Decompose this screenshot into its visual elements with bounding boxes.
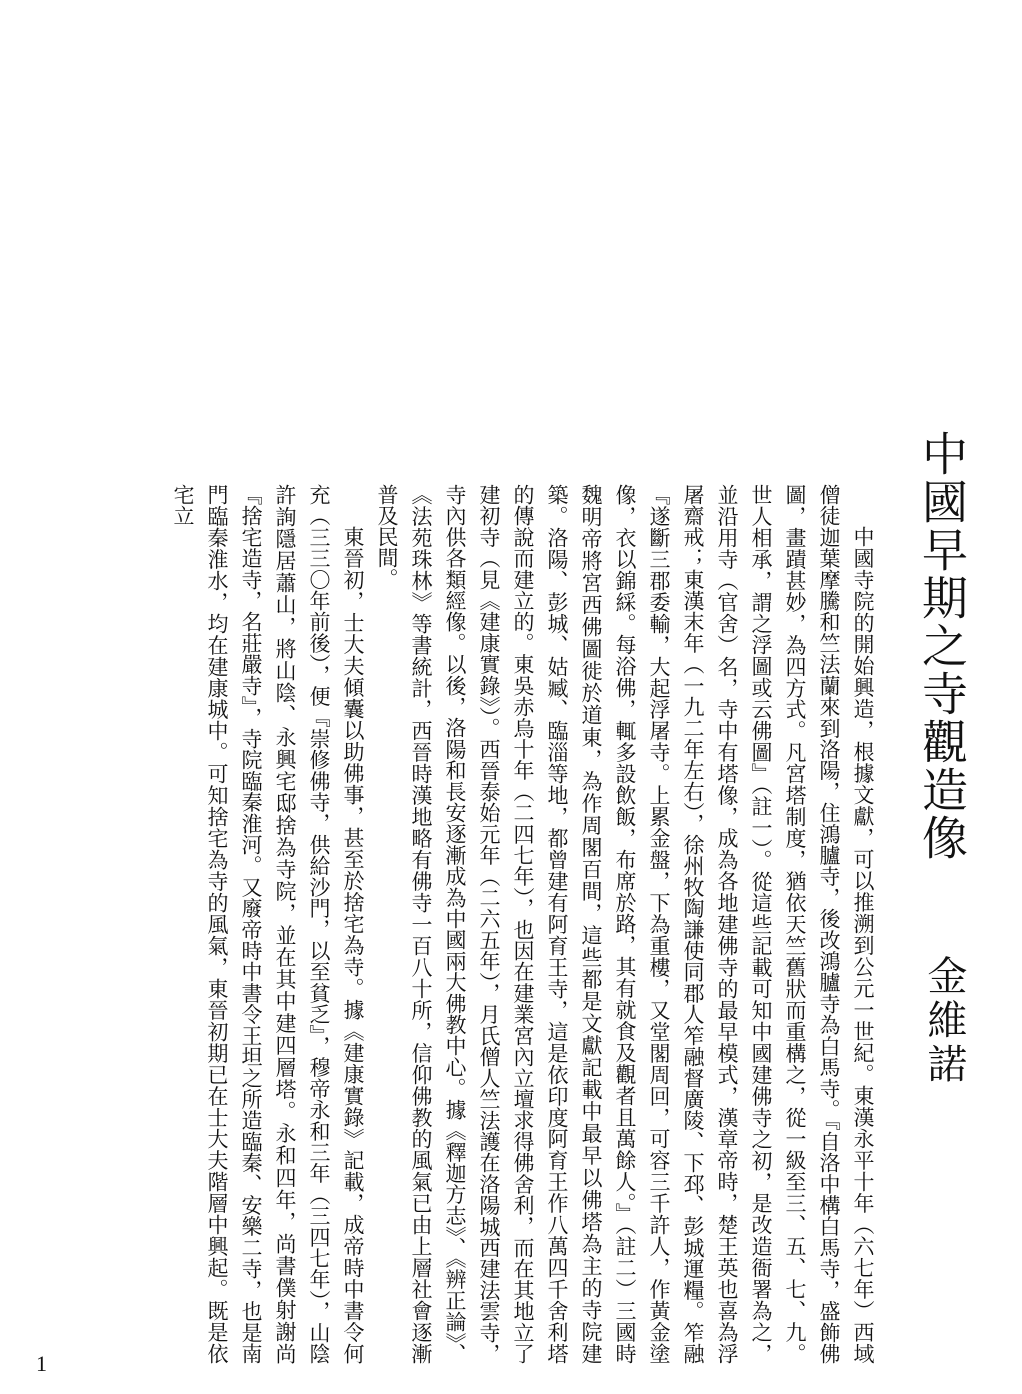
body-paragraph: 中國寺院的開始興造，根據文獻，可以推溯到公元一世紀。東漢永平十年（六七年）西域僧徒迦葉摩騰和竺法蘭來到洛陽，住鴻臚寺，後改鴻臚寺為白馬寺。『自洛中構白馬寺，盛飾佛圖，畫蹟甚妙，為四方式。凡宮塔制度，猶依天竺舊狀而重構之，從一級至三、五、七、九。世人相承，謂之浮圖或云佛圖』（註一）。從這些記載可知中國建佛寺之初，是改造衙署為之，並沿用寺（官舍）名，寺中有塔像，成為各地建佛寺的最早模式，漢章帝時，楚王英也喜為浮屠齋戒；東漢末年（一九二年左右），徐州牧陶謙使同郡人笮融督廣陵、下邳、彭城運糧。笮融『遂斷三郡委輸，大起浮屠寺。上累金盤，下為重樓，又堂閣周回，可容三千許人，作黃金塗像，衣以錦綵。每浴佛，輒多設飲飯，布席於路，其有就食及觀者且萬餘人。』（註二）三國時魏明帝將宮西佛圖徙於道東，為作周閣百間，這些都是文獻記載中最早以佛塔為主的寺院建築。洛陽、彭城、姑臧、臨淄等地，都曾建有阿育王寺，這是依印度阿育王作八萬四千舍利塔的傳說而建立的。東吳赤烏十年（二四七年），也因在建業宮內立壇求得佛舍利，而在其地立了建初寺（見《建康實錄》）。西晉泰始元年（二六五年），月氏僧人竺法護在洛陽城西建法雲寺，寺內供各類經像。以後，洛陽和長安逐漸成為中國兩大佛教中心。據《釋迦方志》、《辨正論》、《法苑珠林》等書統計，西晉時漢地略有佛寺一百八十所，信仰佛教的風氣已由上層社會逐漸普及民間。 xyxy=(375,484,875,1364)
page-number: 1 xyxy=(36,1351,47,1376)
article-title: 中國早期之寺觀造像 xyxy=(915,430,969,862)
author-name: 金維諾 xyxy=(921,955,967,1087)
article-body xyxy=(90,484,880,1364)
body-paragraph: 東晉初，士大夫傾囊以助佛事，甚至於捨宅為寺。據《建康實錄》記載，成帝時中書令何充（三三〇年前後），便『崇修佛寺，供給沙門，以至貧乏』，穆帝永和三年（三四七年），山陰許詢隱居蕭山，將山陰、永興宅邸捨為寺院，並在其中建四層塔。永和四年，尚書僕射謝尚『捨宅造寺，名莊嚴寺』，寺院臨秦淮河。又廢帝時中書令王坦之所造臨秦、安樂二寺，也是南門臨秦淮水，均在建康城中。可知捨宅為寺的風氣，東晉初期已在士大夫階層中興起。既是依宅立 xyxy=(171,484,365,1364)
